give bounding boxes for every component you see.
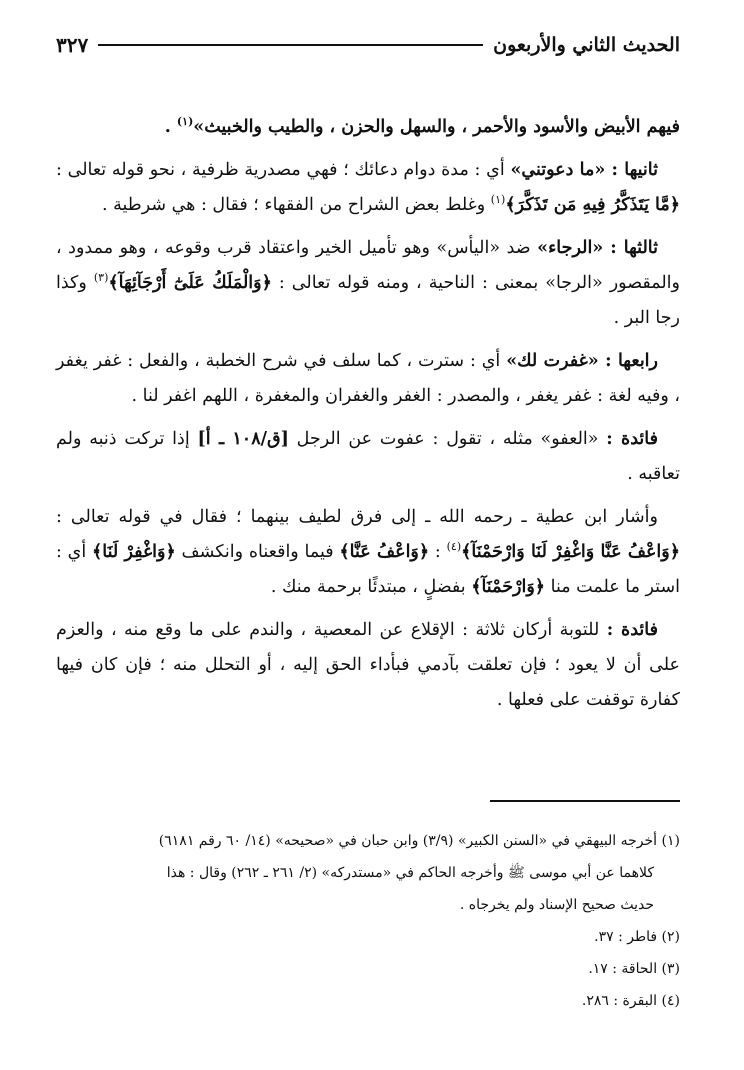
quran-verse-1: ﴿مَّا يَتَذَكَّرُ فِيهِ مَن تَذَكَّرَ﴾ xyxy=(505,195,680,215)
paragraph-4 xyxy=(56,344,680,414)
quran-verse-6: ﴿وَارْحَمْنَآ﴾ xyxy=(471,577,546,597)
paragraph-1-end: . xyxy=(164,117,177,137)
paragraph-3-text-2: وكذا رجا البر . xyxy=(56,273,680,328)
paragraph-6-text-4: أي : استر ما علمت منا xyxy=(56,542,680,597)
paragraph-1 xyxy=(56,110,680,145)
paragraph-6-text-5: بفضلٍ ، مبتدئًا برحمة منك . xyxy=(270,577,472,597)
running-header xyxy=(56,30,680,60)
paragraph-6-text-1: وأشار ابن عطية ـ رحمه الله ـ إلى فرق لطيف بينهما ؛ فقال في قوله تعالى : xyxy=(56,507,658,527)
paragraph-4-text: أي : سترت ، كما سلف في شرح الخطبة ، والفعل : غفر يغفر ، وفيه لغة : غفر يغفر ، والمصدر : الغفر والغفران والمغفرة ، اللهم اغفر لنا . xyxy=(56,351,680,406)
manuscript-marker: [ق/١٠٨ ـ أ] xyxy=(197,429,289,449)
footnote-1-line-1: (١) أخرجه البيهقي في «السنن الكبير» (٣/٩) وابن حبان في «صحيحه» (١٤/ ٦٠ رقم ٦١٨١) xyxy=(158,833,680,849)
paragraph-7-lead: فائدة : xyxy=(606,620,658,640)
footnotes xyxy=(56,825,680,1017)
paragraph-6-text-3: فيما واقعناه وانكشف xyxy=(175,542,340,562)
paragraph-3-text-1: ضد «اليأس» وهو تأميل الخير واعتقاد قرب وقوعه ، وهو ممدود ، والمقصور «الرجا» بمعنى : الناحية ، ومنه قوله تعالى : xyxy=(56,238,680,293)
quran-verse-4: ﴿وَاعْفُ عَنَّا﴾ xyxy=(339,542,430,562)
quran-verse-5: ﴿وَاغْفِرْ لَنَا﴾ xyxy=(92,542,176,562)
paragraph-5 xyxy=(56,422,680,492)
paragraph-2-text-2: وغلط بعض الشراح من الفقهاء ؛ فقال : هي شرطية . xyxy=(101,195,491,215)
paragraph-5-text-1: «العفو» مثله ، تقول : عفوت عن الرجل xyxy=(288,429,607,449)
footnote-ref-2[interactable]: (١) xyxy=(490,193,506,207)
footnote-1-line-2: كلاهما عن أبي موسى ﷺ وأخرجه الحاكم في «مستدركه» (٢/ ٢٦١ ـ ٢٦٢) وقال : هذا xyxy=(166,865,654,881)
book-page xyxy=(56,30,680,1050)
chapter-title: الحديث الثاني والأربعون xyxy=(493,34,680,56)
header-rule xyxy=(98,44,483,46)
paragraph-2-text-1: أي : مدة دوام دعائك ؛ فهي مصدرية ظرفية ، نحو قوله تعالى : xyxy=(56,160,511,180)
paragraph-2 xyxy=(56,153,680,223)
paragraph-6 xyxy=(56,500,680,605)
paragraph-7 xyxy=(56,613,680,718)
quran-verse-3: ﴿وَاعْفُ عَنَّا وَاغْفِرْ لَنَا وَارْحَمْنَآ﴾ xyxy=(461,542,680,562)
main-text xyxy=(56,110,680,718)
paragraph-3-lead: ثالثها : «الرجاء» xyxy=(537,238,658,258)
paragraph-4-lead: رابعها : «غفرت لك» xyxy=(506,351,658,371)
footnote-separator xyxy=(490,800,680,802)
footnote-ref-3[interactable]: (٣) xyxy=(93,271,109,285)
paragraph-3 xyxy=(56,231,680,336)
paragraph-1-text: فيهم الأبيض والأسود والأحمر ، والسهل والحزن ، والطيب والخبيث» xyxy=(193,117,680,137)
paragraph-5-text-2: إذا تركت ذنبه ولم تعاقبه . xyxy=(56,429,680,484)
footnote-4: (٤) البقرة : ٢٨٦. xyxy=(581,993,680,1009)
footnote-ref-4[interactable]: (٤) xyxy=(446,540,462,554)
page-number: ٣٢٧ xyxy=(56,33,89,57)
footnote-3: (٣) الحاقة : ١٧. xyxy=(588,961,680,977)
paragraph-5-lead: فائدة : xyxy=(606,429,658,449)
footnote-1-line-3: حديث صحيح الإسناد ولم يخرجاه . xyxy=(459,897,654,913)
paragraph-2-lead: ثانيها : «ما دعوتني» xyxy=(510,160,658,180)
footnote-2: (٢) فاطر : ٣٧. xyxy=(594,929,680,945)
footnote-ref-1[interactable]: (١) xyxy=(176,115,194,129)
quran-verse-2: ﴿وَالْمَلَكُ عَلَىٰٓ أَرْجَآئِهَآ﴾ xyxy=(108,273,272,293)
paragraph-6-text-2: : xyxy=(429,542,447,562)
paragraph-7-text: للتوبة أركان ثلاثة : الإقلاع عن المعصية ، والندم على ما وقع منه ، والعزم على أن لا يعود ؛ فإن تعلقت بآدمي فبأداء الحق إليه ، أو التحلل منه ؛ فإن كان فيها كفارة توقفت على فعلها . xyxy=(56,620,680,710)
